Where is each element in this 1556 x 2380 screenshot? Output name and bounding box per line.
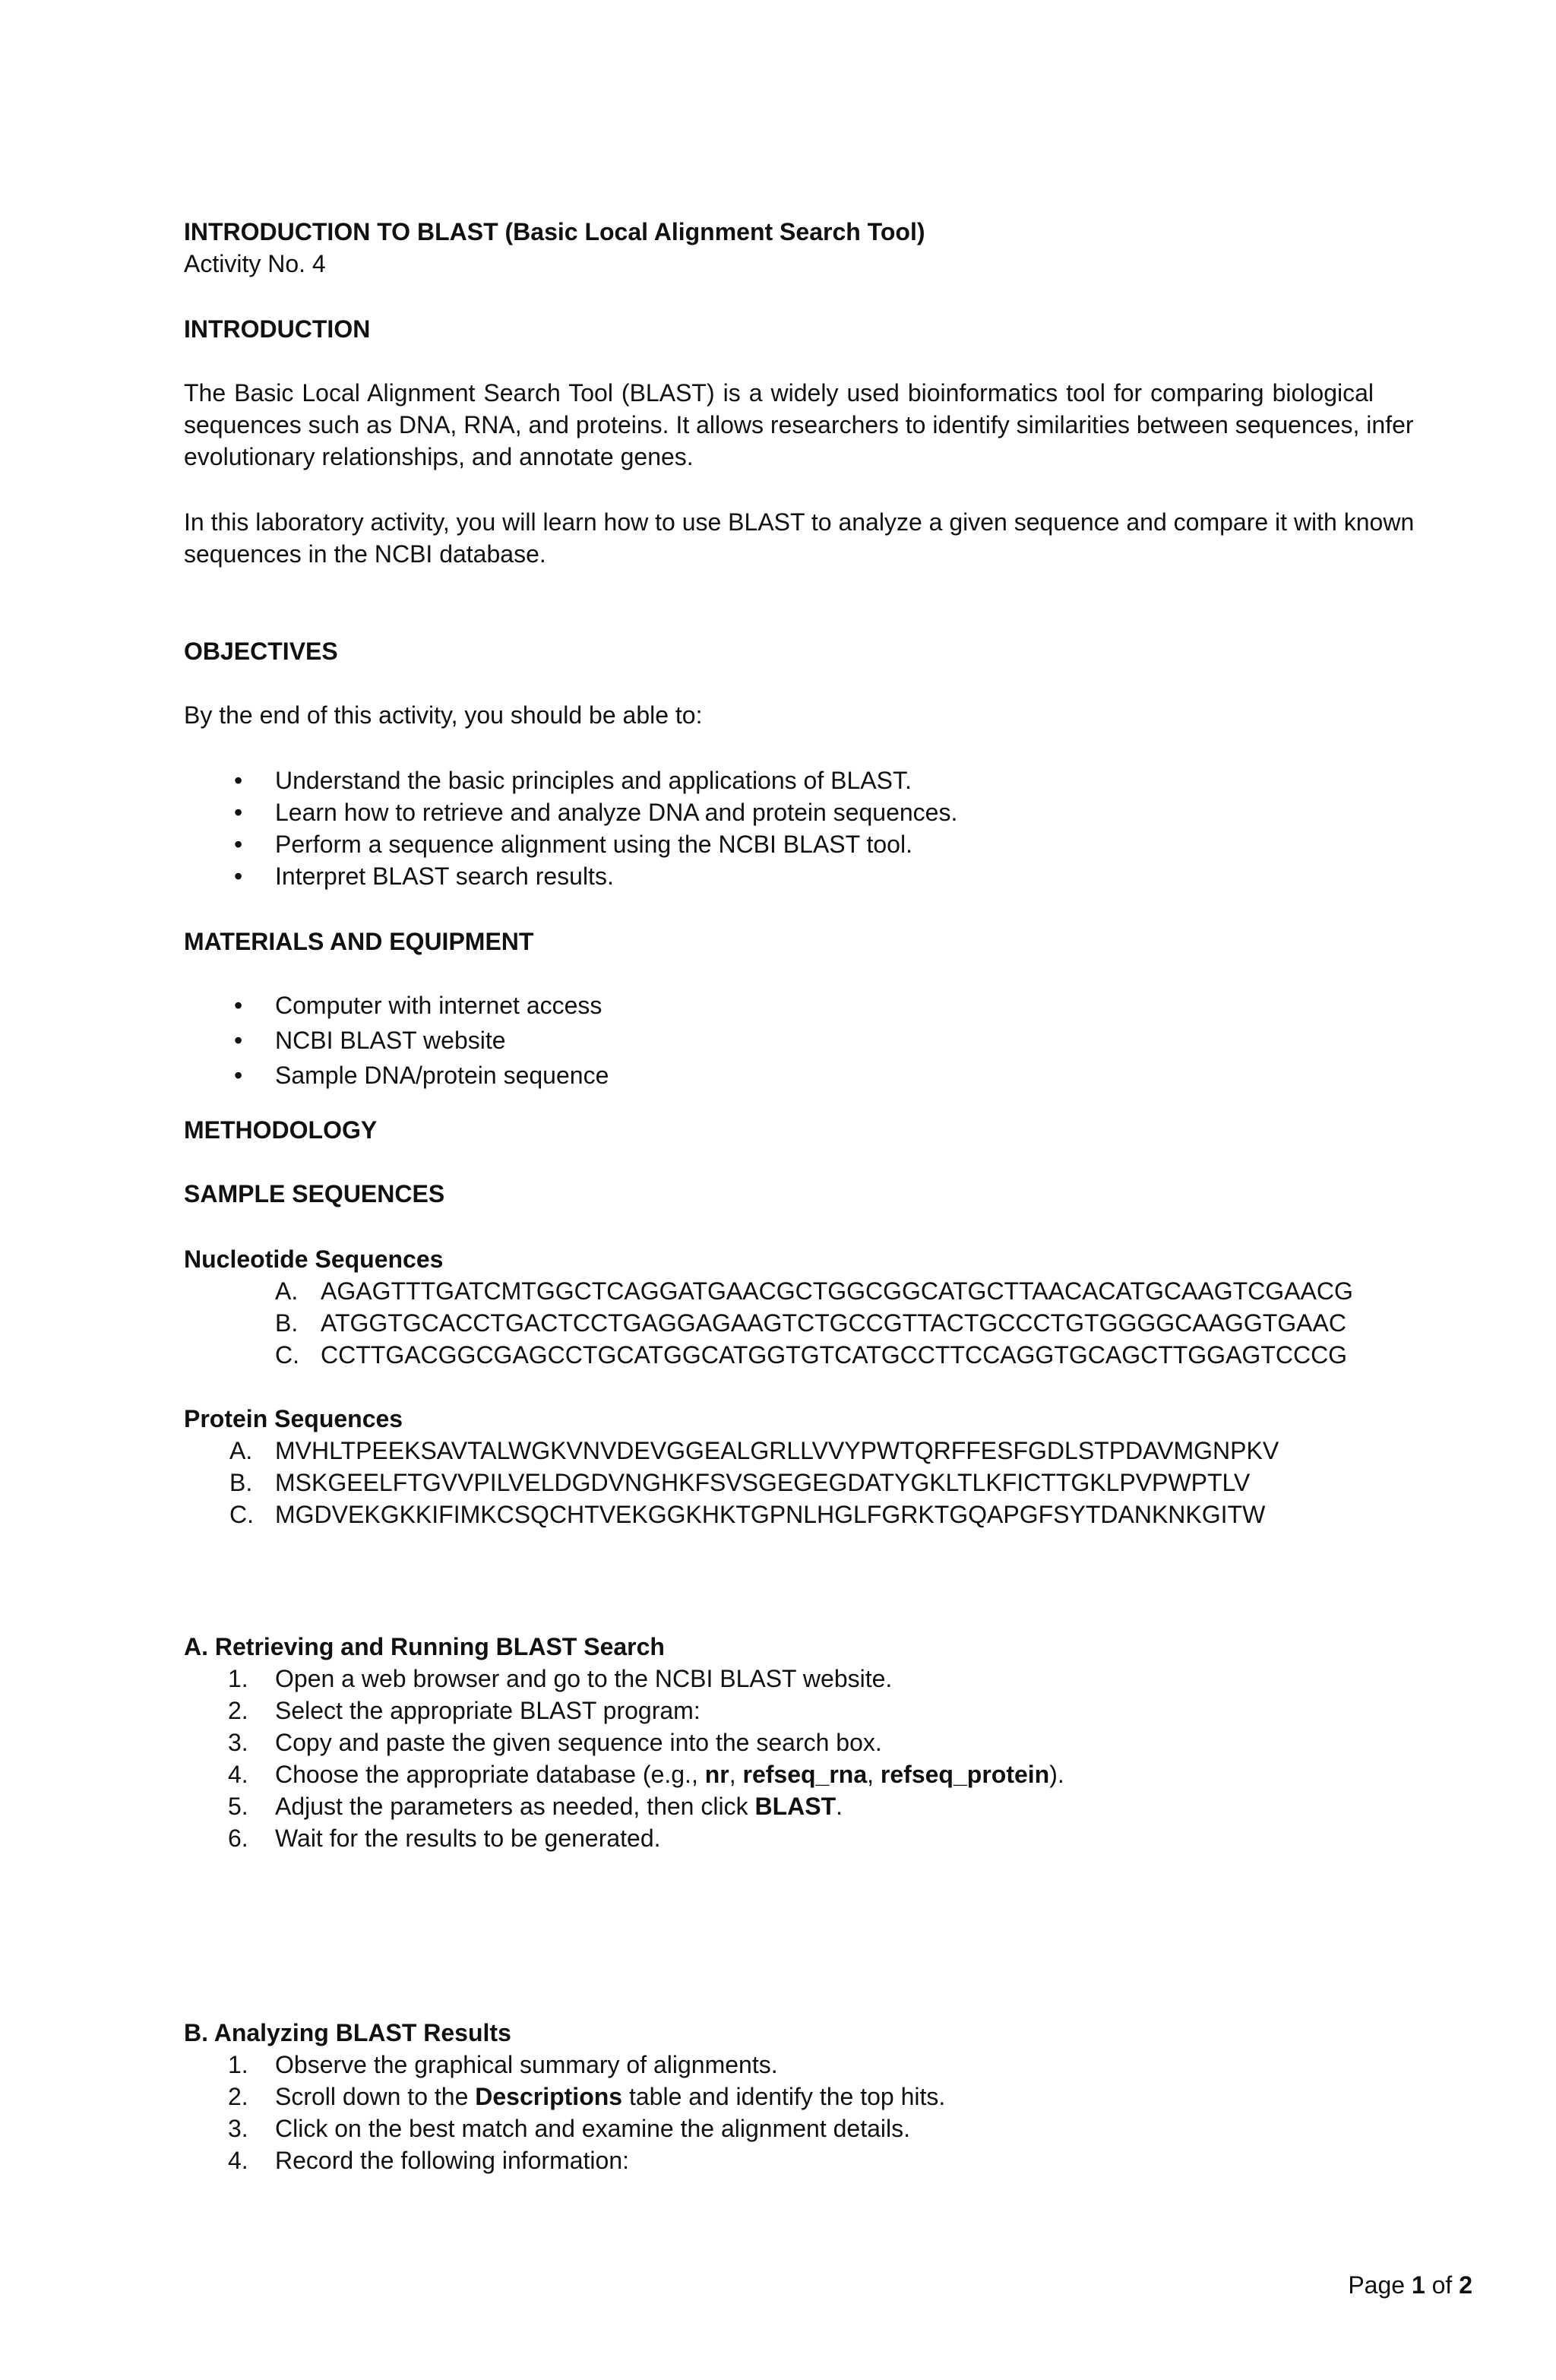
introduction-heading: INTRODUCTION	[184, 315, 371, 343]
list-item: 1. Observe the graphical summary of alignments.	[228, 2051, 778, 2078]
sequence-text: MGDVEKGKKIFIMKCSQCHTVEKGGKHKTGPNLHGLFGRKTGQAPGFSYTDANKNKGITW	[275, 1501, 1266, 1528]
methodology-heading: METHODOLOGY	[184, 1116, 378, 1144]
sequence-text: MSKGEELFTGVVPILVELDGDVNGHKFSVSGEGEGDATYGKLTLKFICTTGKLPVPWPTLV	[275, 1469, 1251, 1496]
sample-sequences-heading: SAMPLE SEQUENCES	[184, 1180, 445, 1207]
list-item: 4. Choose the appropriate database (e.g., nr, refseq_rna, refseq_protein).	[228, 1761, 1064, 1788]
list-item: 4. Record the following information:	[228, 2147, 630, 2174]
objectives-list	[234, 764, 958, 892]
list-item: • NCBI BLAST website	[275, 1024, 609, 1059]
nucleotide-heading: Nucleotide Sequences	[184, 1245, 444, 1273]
section-b-heading: B. Analyzing BLAST Results	[184, 2019, 511, 2046]
document-title: INTRODUCTION TO BLAST (Basic Local Alignment Search Tool)	[184, 218, 925, 245]
intro-p2-line: In this laboratory activity, you will learn how to use BLAST to analyze a given sequence and compare it with known	[184, 508, 1415, 536]
page-number: Page 1 of 2	[1348, 2271, 1472, 2299]
protein-list	[229, 1435, 1279, 1530]
bullet-icon: •	[234, 799, 243, 826]
section-a-heading: A. Retrieving and Running BLAST Search	[184, 1633, 665, 1660]
objectives-lead: By the end of this activity, you should be able to:	[184, 701, 703, 729]
list-item: 5. Adjust the parameters as needed, then click BLAST.	[228, 1793, 843, 1820]
list-item: • Understand the basic principles and applications of BLAST.	[275, 764, 957, 796]
intro-p2-line: sequences in the NCBI database.	[184, 540, 546, 568]
bullet-icon: •	[234, 767, 243, 794]
list-item: 2. Scroll down to the Descriptions table and identify the top hits.	[228, 2083, 946, 2110]
list-item: 2. Select the appropriate BLAST program:	[228, 1697, 701, 1724]
list-item: 6. Wait for the results to be generated.	[228, 1825, 661, 1852]
objectives-heading: OBJECTIVES	[184, 638, 338, 665]
section-a-steps	[228, 1663, 1064, 1854]
nucleotide-list	[275, 1275, 1353, 1371]
list-item: A. MVHLTPEEKSAVTALWGKVNVDEVGGEALGRLLVVYPWTQRFFESFGDLSTPDAVMGNPKV	[229, 1437, 1279, 1464]
list-item: B. MSKGEELFTGVVPILVELDGDVNGHKFSVSGEGEGDATYGKLTLKFICTTGKLPVPWPTLV	[229, 1469, 1251, 1496]
list-item: 1. Open a web browser and go to the NCBI BLAST website.	[228, 1665, 893, 1692]
list-item: B. ATGGTGCACCTGACTCCTGAGGAGAAGTCTGCCGTTACTGCCCTGTGGGGCAAGGTGAAC	[275, 1309, 1346, 1337]
list-item: • Interpret BLAST search results.	[275, 860, 957, 892]
introduction-paragraph-2	[184, 506, 1415, 570]
current-page: 1	[1411, 2271, 1425, 2299]
materials-list	[234, 989, 609, 1094]
protein-heading: Protein Sequences	[184, 1405, 403, 1432]
list-item: A. AGAGTTTGATCMTGGCTCAGGATGAACGCTGGCGGCATGCTTAACACATGCAAGTCGAACG	[275, 1277, 1353, 1305]
list-item: • Learn how to retrieve and analyze DNA and protein sequences.	[275, 796, 957, 828]
list-item: 3. Click on the best match and examine the alignment details.	[228, 2115, 911, 2142]
list-item: • Perform a sequence alignment using the NCBI BLAST tool.	[275, 828, 957, 860]
list-item: C. CCTTGACGGCGAGCCTGCATGGCATGGTGTCATGCCTTCCAGGTGCAGCTTGGAGTCCCG	[275, 1341, 1348, 1369]
total-pages: 2	[1459, 2271, 1472, 2299]
section-b-steps	[228, 2049, 946, 2176]
list-item: • Computer with internet access	[275, 989, 609, 1024]
bullet-icon: •	[234, 1062, 243, 1089]
intro-p1-line: sequences such as DNA, RNA, and proteins. It allows researchers to identify similarities between sequences, infer	[184, 411, 1414, 438]
materials-heading: MATERIALS AND EQUIPMENT	[184, 928, 534, 955]
list-item: 3. Copy and paste the given sequence into the search box.	[228, 1729, 882, 1756]
intro-p1-line: The Basic Local Alignment Search Tool (BLAST) is a widely used bioinformatics tool for comparing biological	[184, 379, 1374, 407]
introduction-paragraph-1	[184, 377, 1414, 473]
list-item: C. MGDVEKGKKIFIMKCSQCHTVEKGGKHKTGPNLHGLFGRKTGQAPGFSYTDANKNKGITW	[229, 1501, 1266, 1528]
bullet-icon: •	[234, 992, 243, 1019]
sequence-text: ATGGTGCACCTGACTCCTGAGGAGAAGTCTGCCGTTACTGCCCTGTGGGGCAAGGTGAAC	[321, 1309, 1346, 1337]
bullet-icon: •	[234, 862, 243, 890]
intro-p1-line: evolutionary relationships, and annotate genes.	[184, 443, 694, 470]
activity-number: Activity No. 4	[184, 250, 326, 277]
sequence-text: CCTTGACGGCGAGCCTGCATGGCATGGTGTCATGCCTTCCAGGTGCAGCTTGGAGTCCCG	[321, 1341, 1348, 1369]
bullet-icon: •	[234, 831, 243, 858]
sequence-text: MVHLTPEEKSAVTALWGKVNVDEVGGEALGRLLVVYPWTQRFFESFGDLSTPDAVMGNPKV	[275, 1437, 1279, 1464]
list-item: • Sample DNA/protein sequence	[275, 1059, 609, 1094]
sequence-text: AGAGTTTGATCMTGGCTCAGGATGAACGCTGGCGGCATGCTTAACACATGCAAGTCGAACG	[321, 1277, 1353, 1305]
bullet-icon: •	[234, 1027, 243, 1054]
